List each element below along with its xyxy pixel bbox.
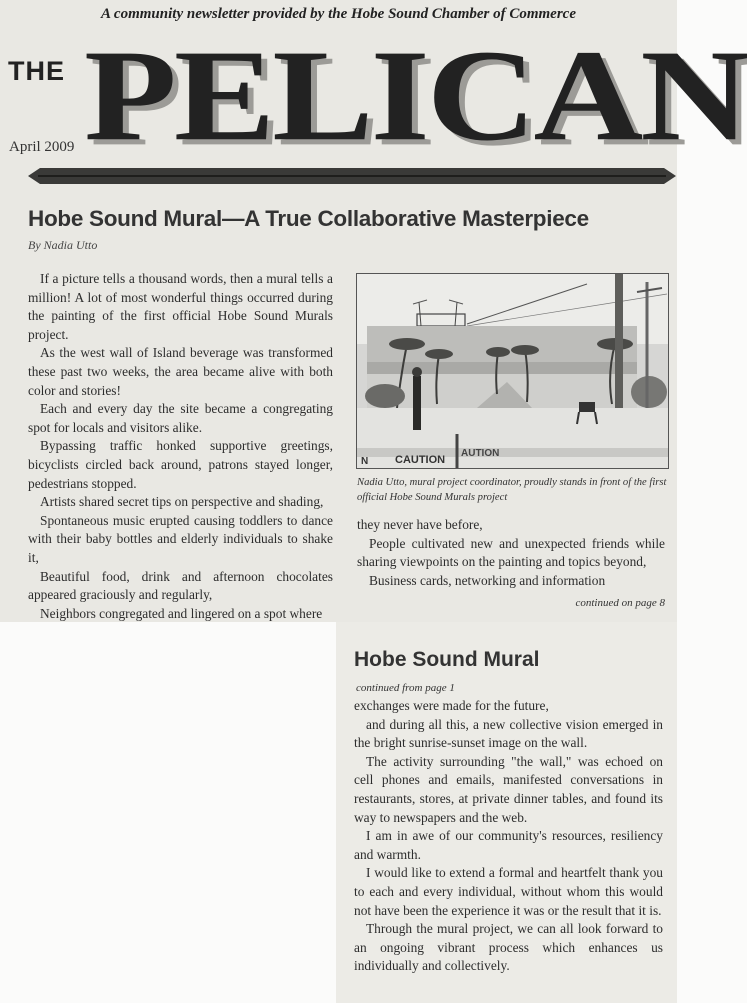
article-paragraph: I would like to extend a formal and heartfelt thank you to each and every individual, without whom this would not have been the experience it was or the result that it is. bbox=[354, 865, 663, 918]
article-column-right bbox=[357, 516, 665, 590]
article-paragraph: they never have before, bbox=[357, 517, 483, 532]
article-paragraph: Bypassing traffic honked supportive greetings, bicyclists circled back around, patrons stayed longer, pedestrians stopped. bbox=[28, 438, 333, 491]
article-column-left bbox=[28, 270, 333, 623]
article-paragraph: The activity surrounding "the wall," was echoed on cell phones and emails, manifested conversations in restaurants, stores, at private dinner tables, and found its way to newspapers and the web. bbox=[354, 753, 663, 825]
continued-from-note: continued from page 1 bbox=[356, 682, 455, 694]
photo-caution-sign: CAUTION bbox=[395, 454, 446, 466]
masthead-title: PELICAN bbox=[84, 23, 747, 168]
article-byline: By Nadia Utto bbox=[28, 238, 98, 252]
article-paragraph: and during all this, a new collective vision emerged in the bright sunrise-sunset image on the wall. bbox=[354, 716, 663, 751]
masthead-rule bbox=[28, 168, 676, 184]
issue-date: April 2009 bbox=[9, 139, 75, 155]
article-paragraph: Each and every day the site became a congregating spot for locals and visitors alike. bbox=[28, 401, 333, 435]
article-paragraph: exchanges were made for the future, bbox=[354, 698, 549, 713]
continuation-column bbox=[354, 697, 663, 976]
article-paragraph: Beautiful food, drink and afternoon chocolates appeared graciously and regularly, bbox=[28, 568, 333, 603]
article-paragraph: Neighbors congregated and lingered on a spot where bbox=[40, 605, 323, 621]
article-paragraph: Spontaneous music erupted causing toddlers to dance with their baby bottles and elderly individuals to shake it, bbox=[28, 512, 333, 565]
newsletter-tagline: A community newsletter provided by the Hobe Sound Chamber of Commerce bbox=[101, 6, 576, 22]
photo-sign-letter: N bbox=[361, 456, 369, 467]
masthead-the-label: THE bbox=[8, 56, 65, 86]
article-paragraph: Artists shared secret tips on perspective and shading, bbox=[40, 494, 324, 510]
article-headline: Hobe Sound Mural—A True Collaborative Masterpiece bbox=[28, 206, 589, 231]
mural-photo bbox=[356, 273, 669, 469]
article-paragraph: As the west wall of Island beverage was transformed these past two weeks, the area became alive with both color and stories! bbox=[28, 345, 333, 398]
continuation-headline: Hobe Sound Mural bbox=[354, 648, 540, 671]
mural-photo-image bbox=[357, 274, 668, 468]
article-paragraph: If a picture tells a thousand words, then a mural tells a million! A lot of most wonderful things occurred during the painting of the first official Hobe Sound Murals project. bbox=[28, 271, 333, 342]
photo-caution-tape: AUTION bbox=[461, 448, 500, 459]
article-paragraph: Business cards, networking and information bbox=[369, 572, 606, 588]
photo-caption: Nadia Utto, mural project coordinator, proudly stands in front of the first official Hobe Sound Murals project bbox=[357, 477, 667, 503]
article-paragraph: People cultivated new and unexpected friends while sharing viewpoints on the painting and topics beyond, bbox=[357, 535, 665, 570]
continued-on-note: continued on page 8 bbox=[575, 597, 665, 609]
article-paragraph: Through the mural project, we can all look forward to an ongoing vibrant process which enhances us individually and collectively. bbox=[354, 921, 663, 974]
article-paragraph: I am in awe of our community's resources, resiliency and warmth. bbox=[354, 828, 663, 862]
